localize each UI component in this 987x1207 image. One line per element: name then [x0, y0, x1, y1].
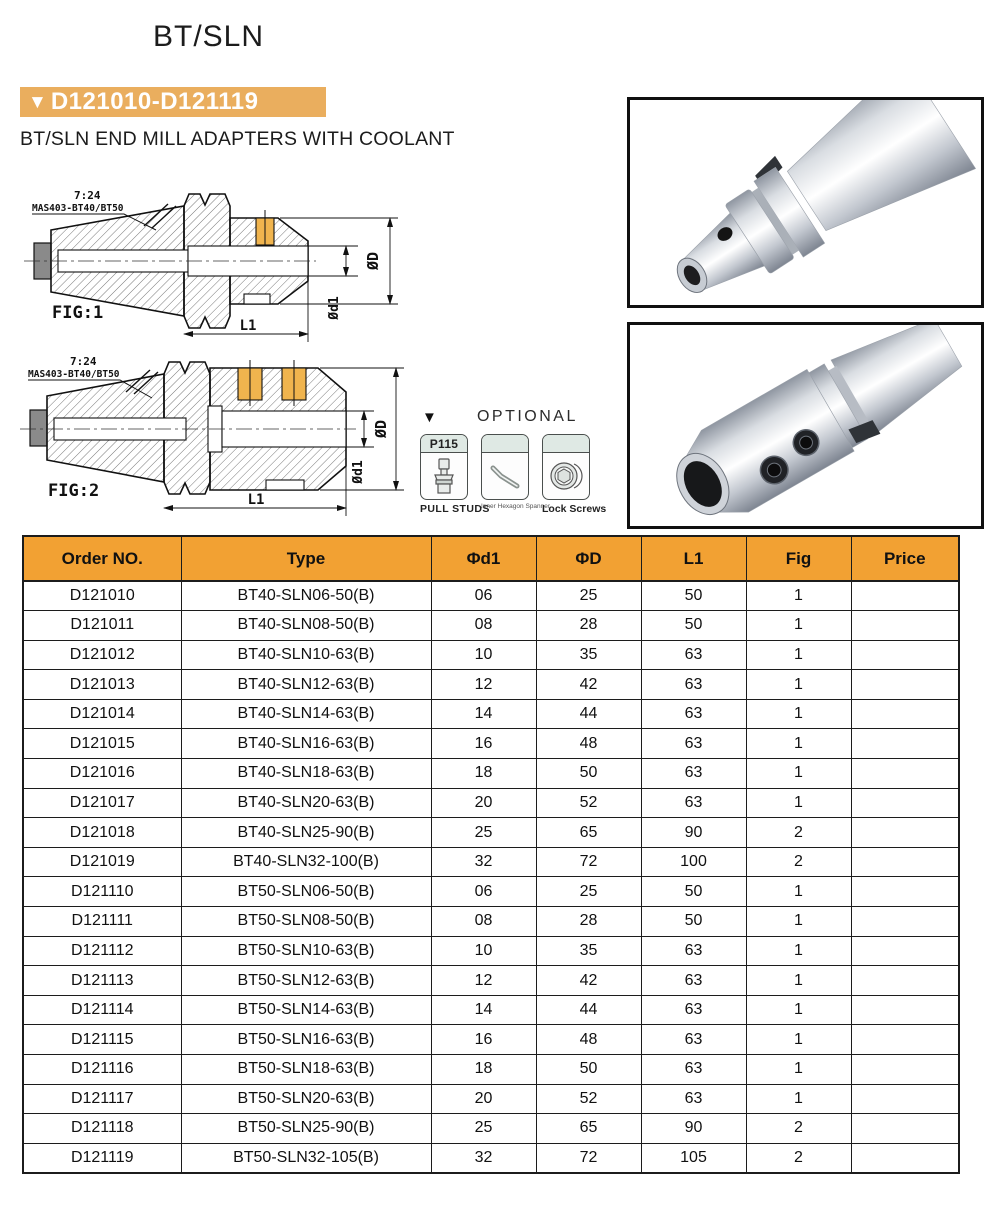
table-cell: 14 — [431, 699, 536, 729]
table-cell: 14 — [431, 995, 536, 1025]
table-cell: 50 — [641, 611, 746, 641]
table-cell: BT50-SLN08-50(B) — [181, 907, 431, 937]
triangle-down-icon: ▼ — [422, 409, 437, 426]
table-cell: 08 — [431, 611, 536, 641]
header-d: ΦD — [536, 536, 641, 581]
table-cell: 65 — [536, 818, 641, 848]
table-cell: 12 — [431, 670, 536, 700]
header-price: Price — [851, 536, 959, 581]
table-row — [23, 759, 959, 789]
table-cell: D121015 — [23, 729, 181, 759]
table-cell — [851, 818, 959, 848]
table-cell: D121018 — [23, 818, 181, 848]
dim-label-l1: L1 — [239, 318, 257, 334]
fig2-caption: FIG:2 — [48, 481, 100, 501]
table-cell: 63 — [641, 995, 746, 1025]
table-cell: 20 — [431, 788, 536, 818]
table-cell: 12 — [431, 966, 536, 996]
table-cell — [851, 847, 959, 877]
header-type: Type — [181, 536, 431, 581]
table-row — [23, 640, 959, 670]
table-cell: 06 — [431, 877, 536, 907]
lock-screw-icon — [543, 453, 589, 499]
table-cell: 63 — [641, 788, 746, 818]
table-cell: D121111 — [23, 907, 181, 937]
table-cell: D121110 — [23, 877, 181, 907]
table-cell: BT40-SLN08-50(B) — [181, 611, 431, 641]
table-cell: 52 — [536, 788, 641, 818]
pull-studs-label: PULL STUDS — [420, 503, 490, 515]
table-cell: 18 — [431, 759, 536, 789]
accessory-card-lock-screws — [542, 434, 607, 515]
table-cell: 44 — [536, 995, 641, 1025]
taper-ratio-label: 7:24 — [74, 189, 101, 202]
table-row — [23, 1143, 959, 1173]
table-cell: 1 — [746, 788, 851, 818]
table-row — [23, 581, 959, 611]
table-cell: BT50-SLN12-63(B) — [181, 966, 431, 996]
table-cell — [851, 1143, 959, 1173]
hex-key-icon — [482, 453, 528, 499]
table-cell: D121119 — [23, 1143, 181, 1173]
table-cell: 65 — [536, 1114, 641, 1144]
fig1-drawing — [16, 186, 420, 350]
table-row — [23, 1084, 959, 1114]
order-range-text: D121010-D121119 — [50, 88, 259, 115]
table-cell: 90 — [641, 818, 746, 848]
header-l1: L1 — [641, 536, 746, 581]
table-cell: BT50-SLN25-90(B) — [181, 1114, 431, 1144]
table-cell: BT40-SLN32-100(B) — [181, 847, 431, 877]
table-cell: BT50-SLN16-63(B) — [181, 1025, 431, 1055]
table-cell: 63 — [641, 729, 746, 759]
table-cell: D121118 — [23, 1114, 181, 1144]
table-header-row — [23, 536, 959, 581]
page-title: BT/SLN — [153, 20, 265, 53]
table-cell: 1 — [746, 1084, 851, 1114]
table-cell — [851, 581, 959, 611]
table-cell: 72 — [536, 847, 641, 877]
product-photo-1 — [627, 97, 984, 308]
table-cell: D121017 — [23, 788, 181, 818]
table-cell: 20 — [431, 1084, 536, 1114]
table-cell: D121113 — [23, 966, 181, 996]
table-cell: 44 — [536, 699, 641, 729]
table-cell: 1 — [746, 995, 851, 1025]
table-cell — [851, 759, 959, 789]
table-row — [23, 1055, 959, 1085]
table-cell — [851, 640, 959, 670]
table-row — [23, 818, 959, 848]
table-cell: 25 — [536, 581, 641, 611]
table-cell: 72 — [536, 1143, 641, 1173]
accessory-card-spanner — [481, 434, 551, 515]
table-cell: BT40-SLN12-63(B) — [181, 670, 431, 700]
table-cell: 63 — [641, 699, 746, 729]
table-cell: 42 — [536, 670, 641, 700]
lock-screws-label: Lock Screws — [542, 503, 607, 515]
table-row — [23, 670, 959, 700]
table-cell — [851, 788, 959, 818]
table-cell — [851, 995, 959, 1025]
table-cell: 105 — [641, 1143, 746, 1173]
table-cell — [851, 966, 959, 996]
table-cell: BT40-SLN16-63(B) — [181, 729, 431, 759]
table-cell: 2 — [746, 818, 851, 848]
table-cell: 16 — [431, 1025, 536, 1055]
table-cell: 50 — [641, 877, 746, 907]
table-cell — [851, 670, 959, 700]
table-cell — [851, 1084, 959, 1114]
table-row — [23, 611, 959, 641]
table-cell: 1 — [746, 1055, 851, 1085]
table-cell: BT50-SLN20-63(B) — [181, 1084, 431, 1114]
table-row — [23, 877, 959, 907]
pull-stud-code: P115 — [421, 435, 467, 453]
table-cell: 1 — [746, 640, 851, 670]
table-cell: 1 — [746, 907, 851, 937]
table-cell: D121011 — [23, 611, 181, 641]
table-cell: 2 — [746, 1114, 851, 1144]
table-cell — [851, 729, 959, 759]
table-cell: 1 — [746, 729, 851, 759]
table-cell: D121117 — [23, 1084, 181, 1114]
table-cell: BT40-SLN14-63(B) — [181, 699, 431, 729]
table-cell: 1 — [746, 581, 851, 611]
table-row — [23, 936, 959, 966]
table-cell: BT50-SLN10-63(B) — [181, 936, 431, 966]
table-cell: BT50-SLN18-63(B) — [181, 1055, 431, 1085]
table-row — [23, 966, 959, 996]
table-cell: 2 — [746, 847, 851, 877]
table-cell: 63 — [641, 670, 746, 700]
optional-section — [416, 408, 618, 515]
table-cell: 1 — [746, 936, 851, 966]
table-row — [23, 995, 959, 1025]
table-cell: 100 — [641, 847, 746, 877]
table-cell: 08 — [431, 907, 536, 937]
table-row — [23, 788, 959, 818]
table-cell: 25 — [431, 818, 536, 848]
table-cell: 48 — [536, 729, 641, 759]
header-fig: Fig — [746, 536, 851, 581]
table-cell: BT50-SLN14-63(B) — [181, 995, 431, 1025]
table-row — [23, 1025, 959, 1055]
table-cell: 50 — [536, 759, 641, 789]
table-cell: 50 — [641, 907, 746, 937]
table-cell: 28 — [536, 611, 641, 641]
table-cell — [851, 699, 959, 729]
table-cell: 50 — [536, 1055, 641, 1085]
dim-label-d: ØD — [372, 419, 390, 439]
table-cell: 1 — [746, 670, 851, 700]
pull-stud-icon — [421, 453, 467, 499]
standard-label: MAS403-BT40/BT50 — [32, 203, 124, 214]
table-cell: 1 — [746, 699, 851, 729]
table-row — [23, 699, 959, 729]
table-cell: D121019 — [23, 847, 181, 877]
table-cell: 28 — [536, 907, 641, 937]
table-cell: D121013 — [23, 670, 181, 700]
table-cell: D121116 — [23, 1055, 181, 1085]
table-cell: D121010 — [23, 581, 181, 611]
optional-heading: OPTIONAL — [476, 408, 578, 425]
triangle-down-icon: ▼ — [28, 91, 47, 113]
table-cell: 48 — [536, 1025, 641, 1055]
table-cell: 63 — [641, 966, 746, 996]
table-cell: 90 — [641, 1114, 746, 1144]
fig2-drawing — [12, 350, 424, 524]
table-cell: 1 — [746, 1025, 851, 1055]
table-cell: 32 — [431, 1143, 536, 1173]
table-body — [23, 581, 959, 1173]
header-order-no: Order NO. — [23, 536, 181, 581]
taper-ratio-label: 7:24 — [70, 355, 97, 368]
table-cell: 16 — [431, 729, 536, 759]
spec-table — [22, 535, 960, 1174]
table-cell — [851, 1114, 959, 1144]
table-cell: 63 — [641, 936, 746, 966]
table-cell: D121016 — [23, 759, 181, 789]
table-cell: D121114 — [23, 995, 181, 1025]
table-cell: 35 — [536, 936, 641, 966]
product-photo-2 — [627, 322, 984, 529]
table-cell — [851, 611, 959, 641]
table-cell: 18 — [431, 1055, 536, 1085]
table-row — [23, 729, 959, 759]
table-cell: BT50-SLN32-105(B) — [181, 1143, 431, 1173]
dim-label-d1: Ød1 — [351, 460, 366, 484]
section-subtitle: BT/SLN END MILL ADAPTERS WITH COOLANT — [20, 128, 455, 150]
table-cell: 42 — [536, 966, 641, 996]
table-cell — [851, 936, 959, 966]
table-cell: 63 — [641, 1025, 746, 1055]
standard-label: MAS403-BT40/BT50 — [28, 369, 120, 380]
header-d1: Φd1 — [431, 536, 536, 581]
table-cell: 63 — [641, 759, 746, 789]
table-cell — [851, 1025, 959, 1055]
table-cell — [851, 1055, 959, 1085]
table-cell: 10 — [431, 936, 536, 966]
table-cell: 10 — [431, 640, 536, 670]
dim-label-l1: L1 — [247, 492, 265, 508]
table-cell: 35 — [536, 640, 641, 670]
table-cell: BT40-SLN18-63(B) — [181, 759, 431, 789]
table-row — [23, 1114, 959, 1144]
table-cell: BT50-SLN06-50(B) — [181, 877, 431, 907]
dim-label-d: ØD — [364, 251, 382, 271]
table-cell: 1 — [746, 611, 851, 641]
table-cell: 25 — [536, 877, 641, 907]
table-cell: 50 — [641, 581, 746, 611]
hexagon-spanner-label: Inner Hexagon Spanner — [481, 503, 551, 510]
table-cell — [851, 907, 959, 937]
table-cell: 2 — [746, 1143, 851, 1173]
table-cell: 63 — [641, 640, 746, 670]
table-cell: 63 — [641, 1084, 746, 1114]
table-cell: 25 — [431, 1114, 536, 1144]
table-row — [23, 907, 959, 937]
table-cell: 1 — [746, 759, 851, 789]
table-cell: D121012 — [23, 640, 181, 670]
table-cell: BT40-SLN06-50(B) — [181, 581, 431, 611]
table-cell: 06 — [431, 581, 536, 611]
table-cell — [851, 877, 959, 907]
table-cell: 1 — [746, 966, 851, 996]
table-cell: 32 — [431, 847, 536, 877]
table-cell: 1 — [746, 877, 851, 907]
table-cell: D121112 — [23, 936, 181, 966]
table-cell: 63 — [641, 1055, 746, 1085]
table-cell: D121014 — [23, 699, 181, 729]
accessory-card-pull-studs — [420, 434, 490, 515]
table-cell: BT40-SLN20-63(B) — [181, 788, 431, 818]
table-cell: BT40-SLN25-90(B) — [181, 818, 431, 848]
order-range-banner — [20, 87, 326, 117]
table-cell: BT40-SLN10-63(B) — [181, 640, 431, 670]
table-cell: 52 — [536, 1084, 641, 1114]
dim-label-d1: Ød1 — [327, 296, 342, 320]
table-row — [23, 847, 959, 877]
table-cell: D121115 — [23, 1025, 181, 1055]
fig1-caption: FIG:1 — [52, 303, 104, 323]
